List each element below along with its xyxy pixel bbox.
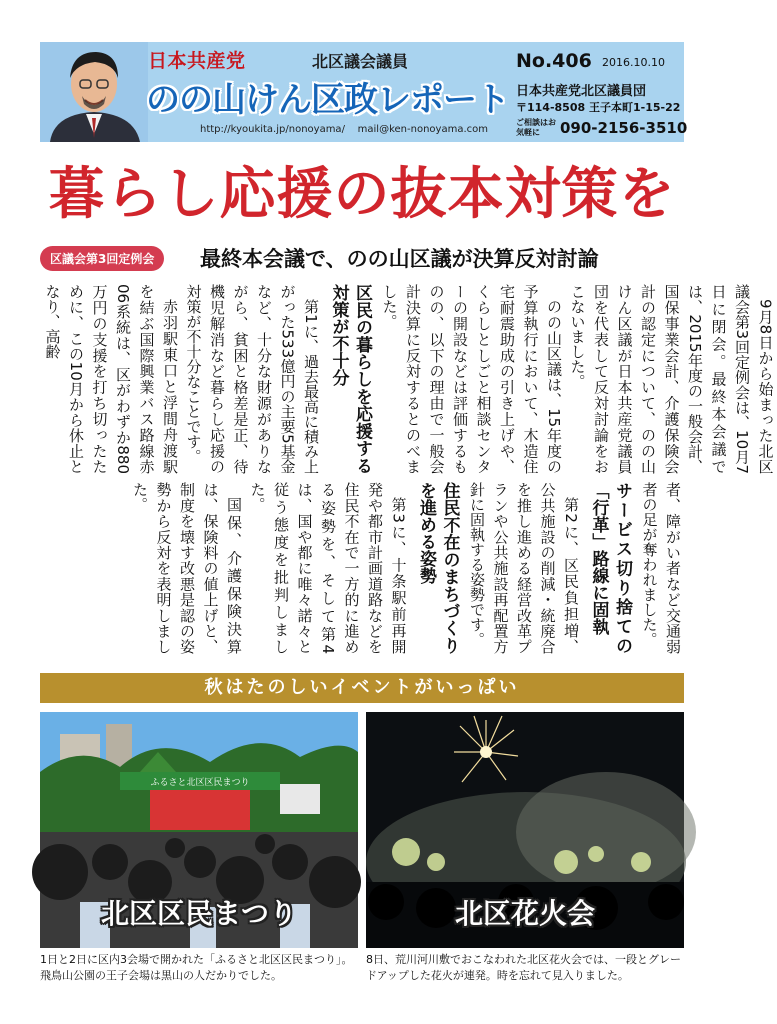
article-upper-tier — [40, 284, 775, 474]
article-paragraph: 第2に、区民負担増、公共施設の削減・統廃合を推し進める経営改革プランや公共施設再配置方針に固執する姿勢です。 — [468, 482, 580, 654]
session-badge: 区議会第3回定例会 — [40, 246, 164, 271]
phone-label: ご相談はお気軽に — [516, 118, 556, 137]
organization-name: 日本共産党北区議員団 — [516, 84, 647, 99]
issue-panel — [516, 42, 688, 142]
article-paragraph: のの山区議は、15年度の予算執行において、木造住宅耐震助成の引き上げや、くらしとしごと相談センターの開設などは評価するものの、以下の理由で一般会計決算に反対するとのべました。 — [380, 284, 563, 474]
festival-caption: 1日と2日に区内3会場で開かれた「ふるさと北区区民まつり」。飛鳥山公園の王子会場は黒山の人だかりでした。 — [40, 953, 353, 982]
issue-date: 2016.10.10 — [602, 56, 665, 69]
festival-banner-text: ふるさと北区区民まつり — [150, 778, 250, 788]
website-link[interactable]: http://kyoukita.jp/nonoyama/ — [200, 124, 345, 135]
email-link[interactable]: mail@ken-nonoyama.com — [357, 124, 488, 135]
subheadline: 最終本会議で、のの山区議が決算反対討論 — [200, 247, 599, 271]
newsletter-title: のの山けん区政レポート — [146, 80, 509, 120]
article-paragraph: 第1に、過去最高に積み上がった533億円の主要5基金など、十分な財源がありながら、貧困と格差是正、待機児解消など暮らし応援の対策が不十分なことです。 — [184, 284, 320, 474]
newsletter-header — [40, 42, 688, 142]
festival-photo — [40, 712, 358, 948]
article-subheading: 区民の暮らしを応援する対策が不十分 — [328, 284, 372, 474]
fireworks-photo-title: 北区花火会 — [454, 897, 595, 930]
article-text-lower — [128, 482, 685, 654]
event-banner: 秋はたのしいイベントがいっぱい — [40, 673, 684, 703]
festival-photo-title: 北区区民まつり — [100, 897, 297, 930]
article-paragraph: 者、障がい者など交通弱者の足が奪われました。 — [640, 482, 682, 654]
article-lower-tier — [40, 482, 684, 654]
article-paragraph: 9月8日から始まった北区議会第3回定例会は、10月7日に閉会。最終本会議では、2015年度の一般会計、国保事業会計、介護保険会計の認定について、のの山けん区議が日本共産党議員団を代表して反対討論をおこないました。 — [568, 284, 775, 474]
article-paragraph: 赤羽駅東口と浮間舟渡駅を結ぶ国際興業バス路線赤06系統は、区がわずか880万円の支援を打ち切ったために、この10月から休止となり、高齢 — [43, 284, 179, 474]
article-subheading: サービス切り捨ての「行革」路線に固執 — [588, 482, 632, 654]
member-role: 北区議会議員 — [312, 52, 409, 71]
phone-number: 090-2156-3510 — [560, 119, 688, 137]
issue-number: No.406 — [516, 50, 592, 72]
article-text-upper — [40, 284, 777, 474]
organization-address: 〒114-8508 王子本町1-15-22 — [516, 101, 681, 114]
fireworks-photo — [366, 712, 684, 948]
contact-links — [200, 124, 488, 135]
main-headline: 暮らし応援の抜本対策を — [48, 162, 676, 227]
article-paragraph: 第3に、十条駅前再開発や都市計画道路などを住民不在で一方的に進める姿勢を、そして第4は、国や都に唯々諾々と従う態度を批判しました。 — [248, 482, 408, 654]
article-paragraph: 国保、介護保険決算は、保険料の値上げと、制度を壊す改悪是認の姿勢から反対を表明しました。 — [131, 482, 243, 654]
councillor-portrait — [40, 42, 148, 142]
fireworks-caption: 8日、荒川河川敷でおこなわれた北区花火会では、一段とグレードアップした花火が連発。時を忘れて見入りました。 — [366, 953, 681, 982]
party-name: 日本共産党 — [148, 50, 246, 72]
article-subheading: 住民不在のまちづくりを進める姿勢 — [416, 482, 460, 654]
